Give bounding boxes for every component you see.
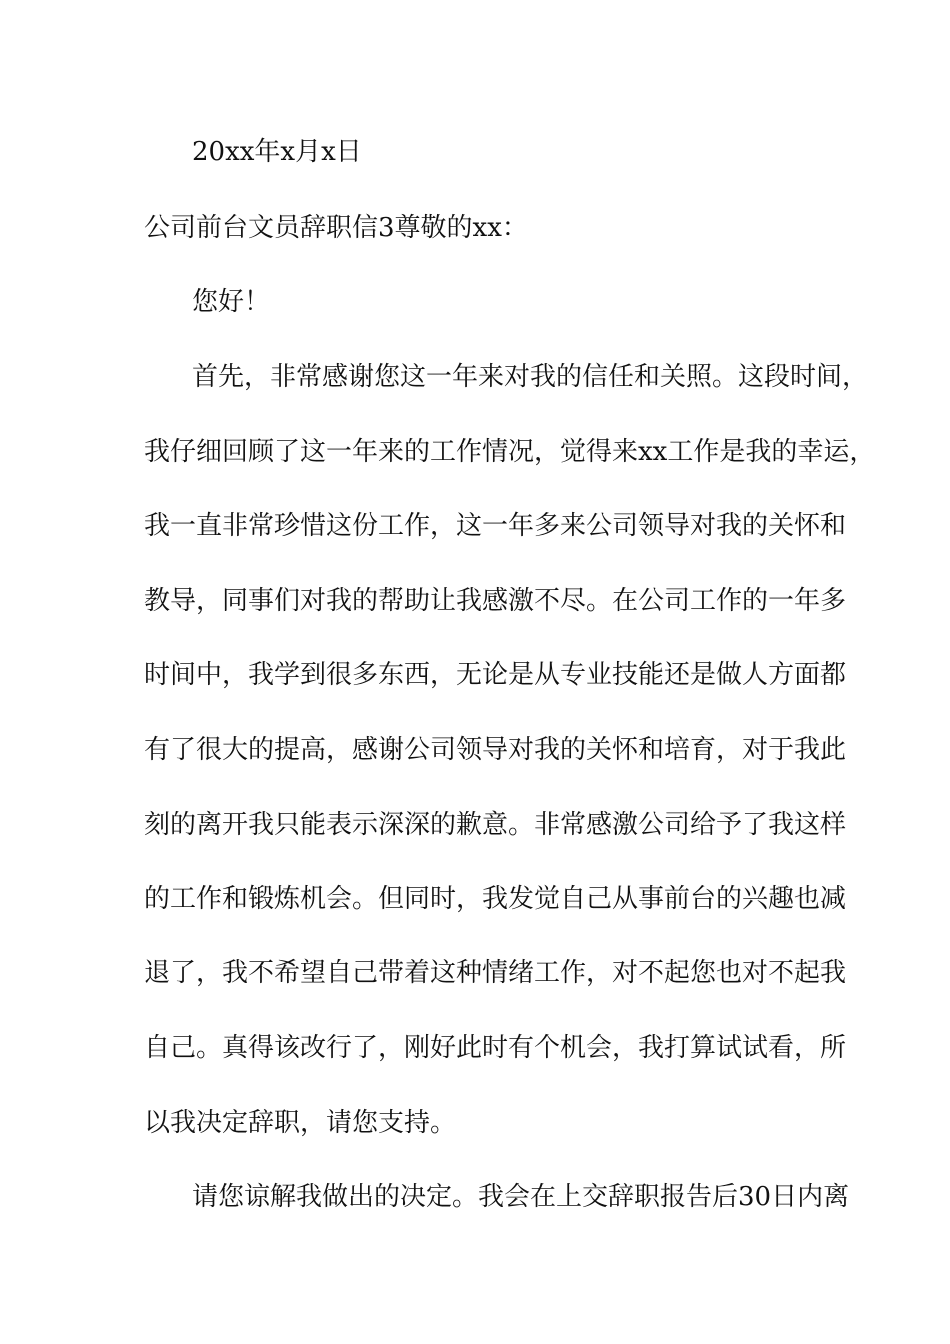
paragraph-line: 教导，同事们对我的帮助让我感激不尽。在公司工作的一年多	[144, 586, 847, 616]
paragraph-line: 我一直非常珍惜这份工作，这一年多来公司领导对我的关怀和	[144, 511, 847, 541]
paragraph-line: 请您谅解我做出的决定。我会在上交辞职报告后30日内离	[192, 1182, 850, 1212]
paragraph-line: 有了很大的提高，感谢公司领导对我的关怀和培育，对于我此	[144, 735, 847, 765]
letter-date: 20xx年x月x日	[192, 137, 362, 167]
letter-title-salutation: 公司前台文员辞职信3尊敬的xx：	[144, 213, 528, 243]
paragraph-line: 时间中，我学到很多东西，无论是从专业技能还是做人方面都	[144, 660, 847, 690]
paragraph-line: 以我决定辞职，请您支持。	[144, 1108, 457, 1138]
paragraph-line: 退了，我不希望自己带着这种情绪工作，对不起您也对不起我	[144, 958, 847, 988]
paragraph-line: 首先，非常感谢您这一年来对我的信任和关照。这段时间，	[192, 362, 869, 392]
paragraph-line: 自己。真得该改行了，刚好此时有个机会，我打算试试看，所	[144, 1033, 847, 1063]
paragraph-line: 我仔细回顾了这一年来的工作情况，觉得来xx工作是我的幸运，	[144, 437, 876, 467]
letter-greeting: 您好！	[192, 287, 271, 317]
paragraph-line: 刻的离开我只能表示深深的歉意。非常感激公司给予了我这样	[144, 810, 847, 840]
paragraph-line: 的工作和锻炼机会。但同时，我发觉自己从事前台的兴趣也减	[144, 884, 847, 914]
